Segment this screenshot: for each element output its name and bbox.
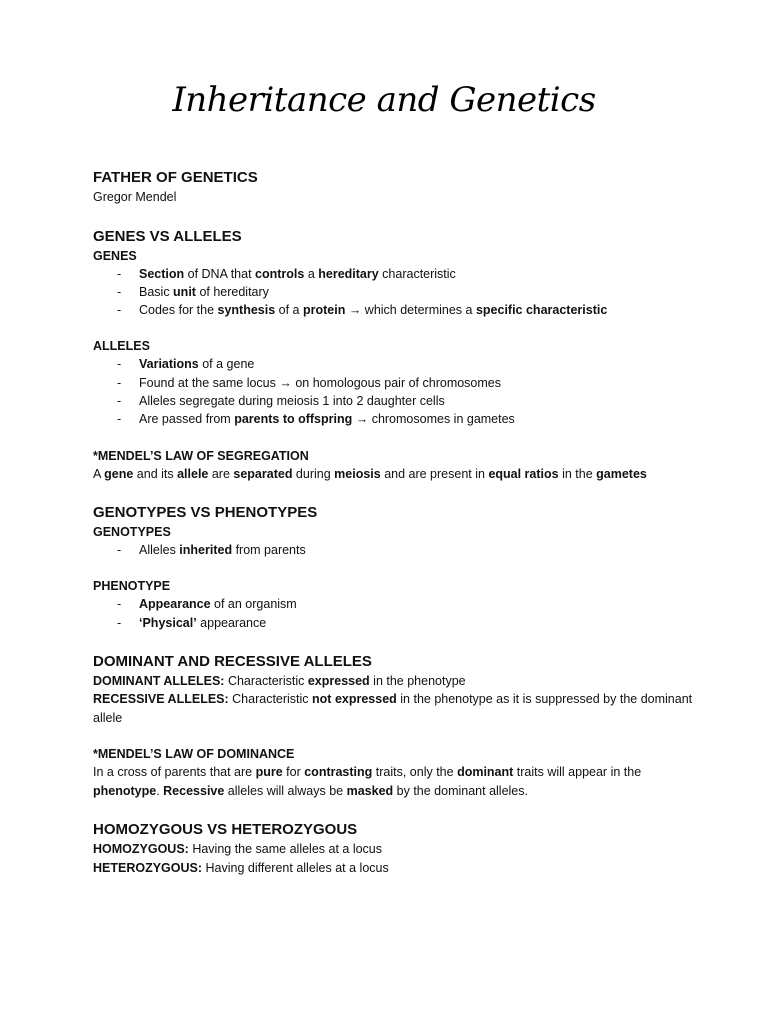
alleles-list — [93, 355, 693, 428]
section-heading-genotypes-phenotypes: GENOTYPES VS PHENOTYPES — [93, 504, 318, 522]
dominant-alleles-definition: DOMINANT ALLELES: Characteristic expressed in the phenotype — [93, 673, 466, 688]
document-body — [93, 168, 693, 877]
heterozygous-definition: HETEROZYGOUS: Having different alleles at a locus — [93, 860, 389, 875]
father-name: Gregor Mendel — [93, 190, 177, 204]
law-of-dominance-text: In a cross of parents that are pure for contrasting traits, only the dominant traits will appear in the phenotype. Recessive alleles will always be masked by the dominant alleles. — [93, 765, 642, 798]
list-item: - Codes for the synthesis of a protein → which determines a specific characteristic — [93, 301, 693, 319]
section-heading-father: FATHER OF GENETICS — [93, 169, 258, 186]
subheading-alleles: ALLELES — [93, 339, 150, 354]
subheading-phenotype: PHENOTYPE — [93, 579, 171, 594]
homozygous-definition: HOMOZYGOUS: Having the same alleles at a locus — [93, 842, 383, 857]
list-item: - Appearance of an organism — [93, 595, 693, 613]
list-item: - Variations of a gene — [93, 355, 693, 373]
list-item: - Alleles segregate during meiosis 1 into 2 daughter cells — [93, 392, 693, 410]
genes-list — [93, 265, 693, 320]
list-item: - Basic unit of hereditary — [93, 283, 693, 301]
recessive-alleles-definition: RECESSIVE ALLELES: Characteristic not expressed in the phenotype as it is suppressed by the dominant allele — [93, 692, 693, 725]
law-of-segregation-text: A gene and its allele are separated during meiosis and are present in equal ratios in the gametes — [93, 466, 647, 481]
phenotype-list — [93, 595, 693, 632]
list-item: - Found at the same locus → on homologous pair of chromosomes — [93, 374, 693, 392]
genotypes-list — [93, 541, 693, 559]
list-item: - Alleles inherited from parents — [93, 541, 693, 559]
list-item: - Section of DNA that controls a hereditary characteristic — [93, 265, 693, 283]
subheading-genes: GENES — [93, 248, 137, 263]
page-title: Inheritance and Genetics — [172, 80, 596, 120]
law-of-dominance-label: *MENDEL’S LAW OF DOMINANCE — [93, 747, 295, 762]
section-heading-homozygous-heterozygous: HOMOZYGOUS VS HETEROZYGOUS — [93, 821, 358, 839]
subheading-genotypes: GENOTYPES — [93, 525, 171, 540]
section-heading-genes-alleles: GENES VS ALLELES — [93, 227, 242, 245]
section-heading-dominant-recessive: DOMINANT AND RECESSIVE ALLELES — [93, 652, 372, 670]
list-item: - Are passed from parents to offspring → chromosomes in gametes — [93, 410, 693, 428]
list-item: - ‘Physical’ appearance — [93, 614, 693, 632]
law-of-segregation-label: *MENDEL’S LAW OF SEGREGATION — [93, 448, 309, 463]
